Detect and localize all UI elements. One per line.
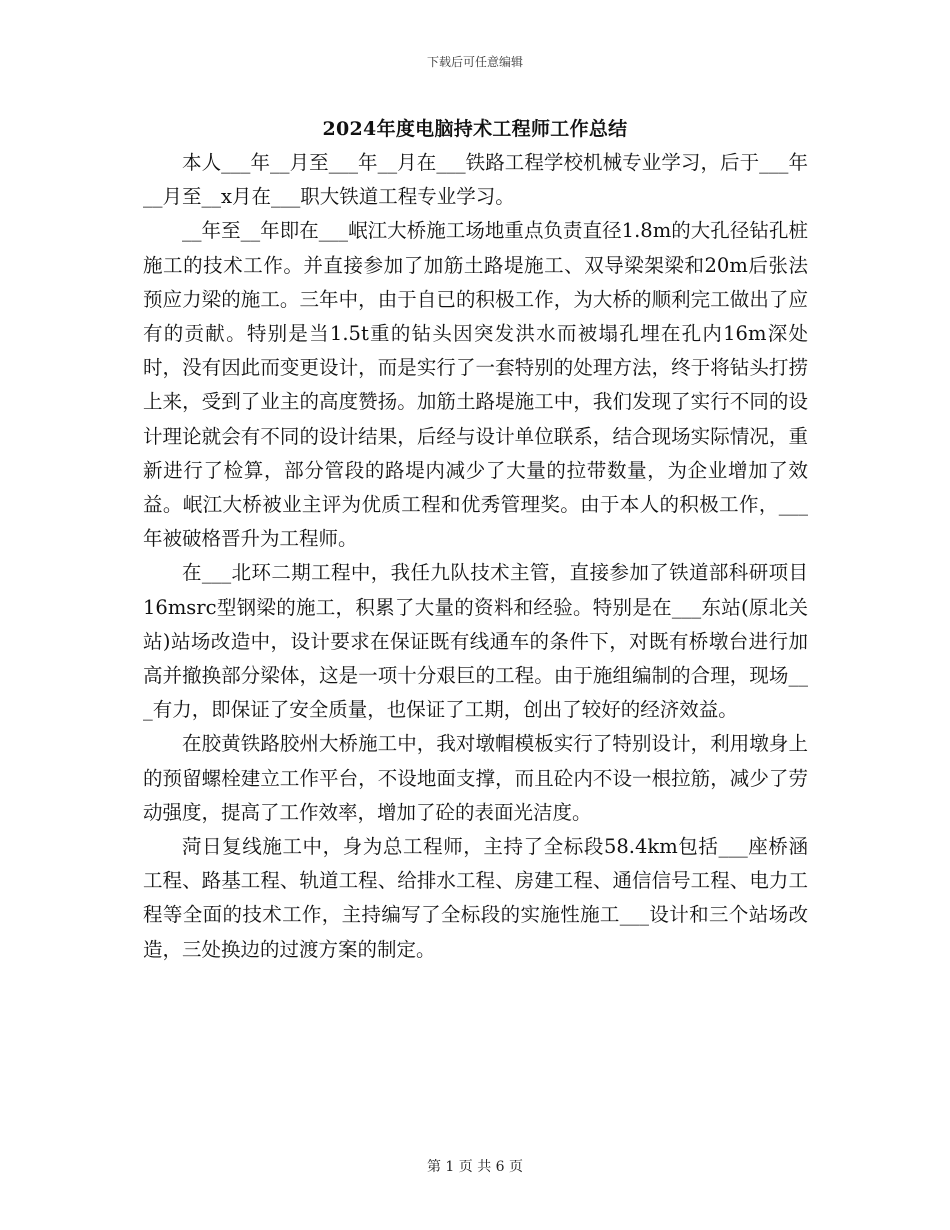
- document-body: [143, 146, 808, 967]
- document-title: 2024年度电脑持术工程师工作总结: [322, 118, 628, 140]
- paragraph-education: 本人___年__月至___年__月在___铁路工程学校机械专业学习，后于___年__月至__x月在___职大铁道工程专业学习。: [143, 151, 808, 209]
- paragraph-heri-double-line: 菏日复线施工中，身为总工程师，主持了全标段58.4km包括___座桥涵工程、路基工程、轨道工程、给排水工程、房建工程、通信信号工程、电力工程等全面的技术工作，主持编写了全标段的实施性施工___设计和三个站场改造，三处换边的过渡方案的制定。: [143, 835, 808, 961]
- page-header-note: 下载后可任意编辑: [426, 55, 523, 69]
- paragraph-north-ring-project: 在___北环二期工程中，我任九队技术主管，直接参加了铁道部科研项目16msrc型钢梁的施工，积累了大量的资料和经验。特别是在___东站(原北关站)站场改造中，设计要求在保证既有线通车的条件下，对既有桥墩台进行加高并撤换部分梁体，这是一项十分艰巨的工程。由于施组编制的合理，现场___有力，即保证了安全质量，也保证了工期，创出了较好的经济效益。: [143, 561, 808, 722]
- page-number: 第 1 页 共 6 页: [426, 1159, 524, 1175]
- paragraph-jiaozhou-bridge: 在胶黄铁路胶州大桥施工中，我对墩帽模板实行了特别设计，利用墩身上的预留螺栓建立工作平台，不设地面支撑，而且砼内不设一根拉筋，减少了劳动强度，提高了工作效率，增加了砼的表面光洁度。: [143, 732, 808, 824]
- paragraph-minjiang-bridge: __年至__年即在___岷江大桥施工场地重点负责直径1.8m的大孔径钻孔桩施工的技术工作。并直接参加了加筋土路堤施工、双导梁架梁和20m后张法预应力梁的施工。三年中，由于自已的积极工作，为大桥的顺利完工做出了应有的贡献。特别是当1.5t重的钻头因突发洪水而被塌孔埋在孔内16m深处时，没有因此而变更设计，而是实行了一套特别的处理方法，终于将钻头打捞上来，受到了业主的高度赞扬。加筋土路堤施工中，我们发现了实行不同的设计理论就会有不同的设计结果，后经与设计单位联系，结合现场实际情况，重新进行了检算，部分管段的路堤内减少了大量的拉带数量，为企业增加了效益。岷江大桥被业主评为优质工程和优秀管理奖。由于本人的积极工作，___年被破格晋升为工程师。: [143, 219, 808, 551]
